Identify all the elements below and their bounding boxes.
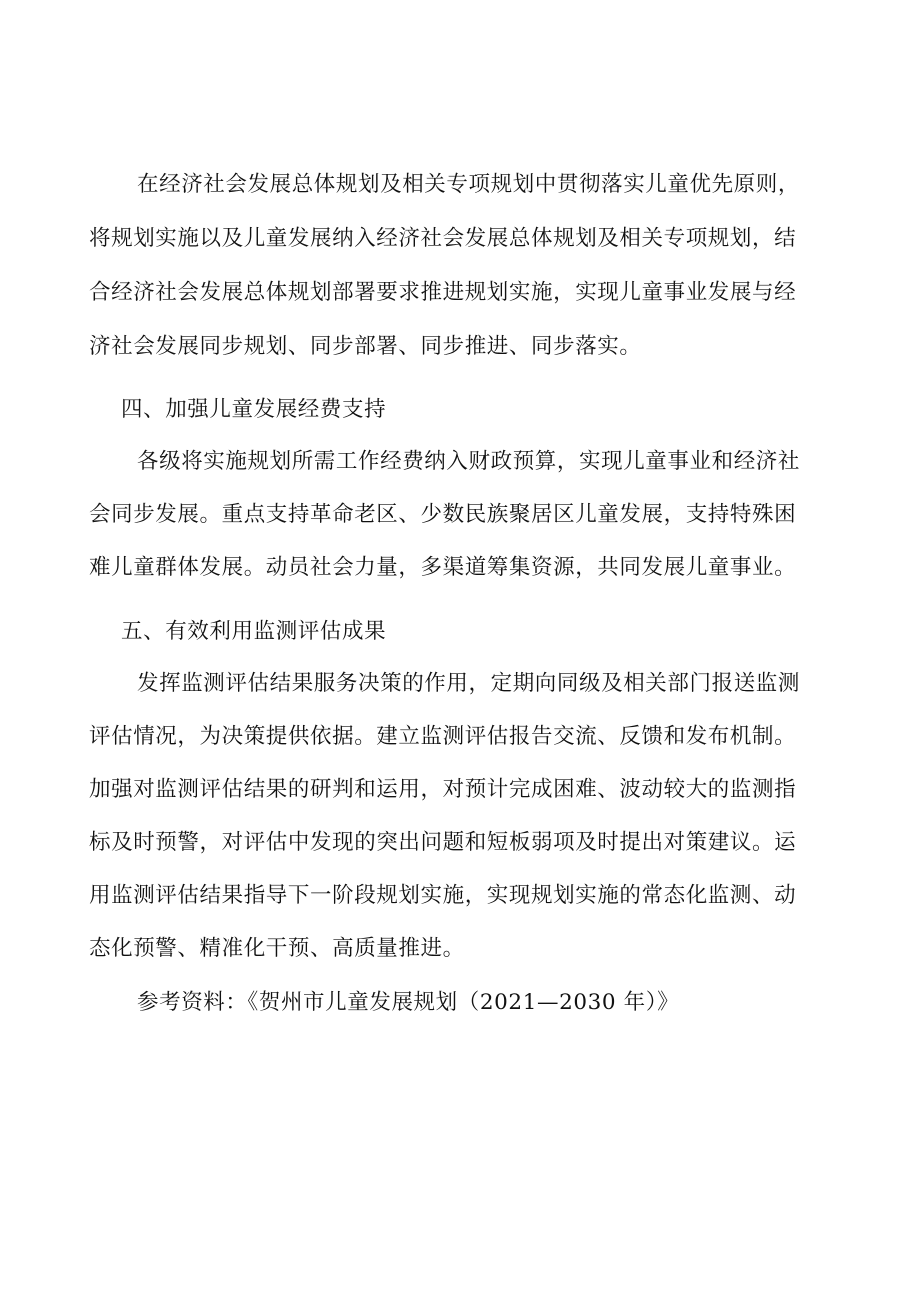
section-5-line-2: 评估情况，为决策提供依据。建立监测评估报告交流、反馈和发布机制。 bbox=[89, 724, 797, 749]
section-5-line-6: 态化预警、精准化干预、高质量推进。 bbox=[89, 936, 465, 961]
section-4-line-3: 难儿童群体发展。动员社会力量，多渠道筹集资源，共同发展儿童事业。 bbox=[89, 555, 797, 580]
section-4-line-2: 会同步发展。重点支持革命老区、少数民族聚居区儿童发展，支持特殊困 bbox=[89, 502, 797, 527]
section-5-heading: 五、有效利用监测评估成果 bbox=[121, 619, 387, 644]
section-5-line-3: 加强对监测评估结果的研判和运用，对预计完成困难、波动较大的监测指 bbox=[89, 777, 797, 802]
paragraph-1-line-4: 济社会发展同步规划、同步部署、同步推进、同步落实。 bbox=[89, 334, 642, 359]
reference-line: 参考资料：《贺州市儿童发展规划（2021—2030 年）》 bbox=[137, 990, 680, 1015]
section-5-line-4: 标及时预警，对评估中发现的突出问题和短板弱项及时提出对策建议。运 bbox=[89, 830, 797, 855]
section-5-line-5: 用监测评估结果指导下一阶段规划实施，实现规划实施的常态化监测、动 bbox=[89, 883, 797, 908]
paragraph-1-line-1: 在经济社会发展总体规划及相关专项规划中贯彻落实儿童优先原则， bbox=[137, 172, 801, 197]
paragraph-1-line-2: 将规划实施以及儿童发展纳入经济社会发展总体规划及相关专项规划，结 bbox=[89, 226, 797, 251]
section-4-heading: 四、加强儿童发展经费支持 bbox=[121, 397, 387, 422]
paragraph-1-line-3: 合经济社会发展总体规划部署要求推进规划实施，实现儿童事业发展与经 bbox=[89, 280, 797, 305]
section-4-line-1: 各级将实施规划所需工作经费纳入财政预算，实现儿童事业和经济社 bbox=[137, 449, 801, 474]
section-5-line-1: 发挥监测评估结果服务决策的作用，定期向同级及相关部门报送监测 bbox=[137, 671, 801, 696]
